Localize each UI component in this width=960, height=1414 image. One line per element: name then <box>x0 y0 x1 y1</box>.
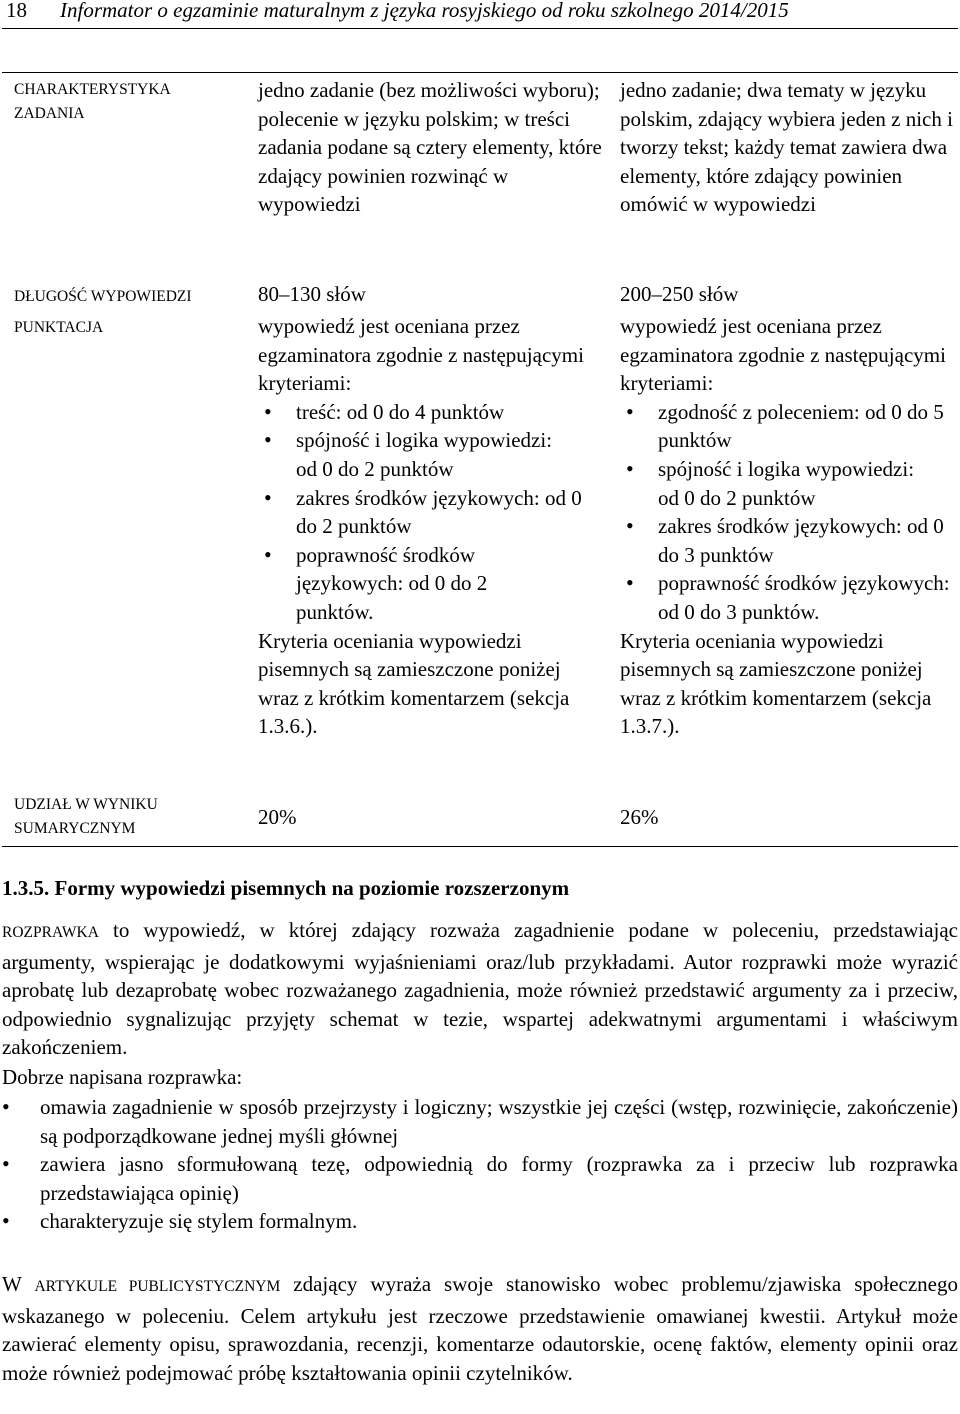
dlugosc-basic: 80–130 słów <box>258 282 366 306</box>
udzial-basic: 20% <box>258 805 297 829</box>
row-label-charakterystyka: CHARAKTERYSTYKA ZADANIA <box>14 81 170 122</box>
list-item: • spójność i logika wypowiedzi: od 0 do 2 punktów <box>620 455 958 512</box>
page-number: 18 <box>6 0 27 22</box>
dobrze-list-wrap <box>2 1093 958 1236</box>
punktacja-extended-intro: wypowiedź jest oceniana przez egzaminatora zgodnie z następującymi kryteriami: <box>620 314 946 396</box>
table-bottom-line <box>2 846 958 847</box>
list-item: • omawia zagadnienie w sposób przejrzysty i logiczny; wszystkie jej części (wstęp, rozwinięcie, zakończenie) są podporządkowane jednej myśli głównej <box>2 1093 958 1150</box>
artykul-prefix: W <box>2 1272 35 1296</box>
artykul-term: ARTYKULE PUBLICYSTYCZNYM <box>34 1278 281 1295</box>
punktacja-extended-outro: Kryteria oceniania wypowiedzi pisemnych są zamieszczone poniżej wraz z krótkim komentarzem (sekcja 1.3.7.). <box>620 628 932 739</box>
rozprawka-paragraph <box>2 916 958 1062</box>
list-item: • zakres środków językowych: od 0 do 3 punktów <box>620 512 958 569</box>
list-item: • charakteryzuje się stylem formalnym. <box>2 1207 958 1236</box>
punktacja-extended <box>620 312 958 741</box>
table-top-line <box>2 72 958 73</box>
dobrze-list <box>2 1093 958 1236</box>
rozprawka-text: to wypowiedź, w której zdający rozważa zagadnienie podane w poleceniu, przedstawiając argumenty, wspierając je dodatkowymi wyjaśnieniami oraz/lub przykładami. Autor rozprawki może wyrazić aprobatę lub dezaprobatę wobec rozważanego zagadnienia, może również przedstawić argumenty za i przeciw, odpowiednio sygnalizując przyjęty schemat w tezie, wspartej adekwatnymi argumentami i właściwym zakończeniem. <box>2 918 958 1060</box>
punktacja-basic-list <box>258 398 593 627</box>
charakterystyka-extended: jedno zadanie; dwa tematy w języku polskim, zdający wybiera jeden z nich i tworzy tekst; każdy temat zawiera dwa elementy, które zdający powinien omówić w wypowiedzi <box>620 78 953 217</box>
punktacja-basic-intro: wypowiedź jest oceniana przez egzaminatora zgodnie z następującymi kryteriami: <box>258 314 584 396</box>
list-item: • zawiera jasno sformułowaną tezę, odpowiednią do formy (rozprawka za i przeciw lub rozprawka przedstawiająca opinię) <box>2 1150 958 1207</box>
artykul-text: zdający wyraża swoje stanowisko wobec problemu/zjawiska społecznego wskazanego w poleceniu. Celem artykułu jest rzeczowe przedstawienie omawianej kwestii. Artykuł może zawierać elementy opisu, sprawozdania, recenzji, komentarze odautorskie, ocenę faktów, elementy opinii oraz może również podejmować próbę kształtowania opinii czytelników. <box>2 1272 958 1385</box>
row-label-udzial: UDZIAŁ W WYNIKU SUMARYCZNYM <box>14 796 158 837</box>
dobrze-lead: Dobrze napisana rozprawka: <box>2 1065 243 1089</box>
punktacja-basic-outro: Kryteria oceniania wypowiedzi pisemnych są zamieszczone poniżej wraz z krótkim komentarzem (sekcja 1.3.6.). <box>258 628 570 739</box>
header-rule <box>2 28 958 29</box>
artykul-paragraph <box>2 1270 958 1387</box>
row-label-punktacja: PUNKTACJA <box>14 319 104 336</box>
running-title: Informator o egzaminie maturalnym z języka rosyjskiego od roku szkolnego 2014/2015 <box>60 0 789 22</box>
page-header <box>6 0 960 26</box>
section-heading: 1.3.5. Formy wypowiedzi pisemnych na poziomie rozszerzonym <box>2 876 570 900</box>
list-item: • poprawność środków językowych: od 0 do 2 punktów. <box>258 541 593 627</box>
charakterystyka-basic: jedno zadanie (bez możliwości wyboru); polecenie w języku polskim; w treści zadania podane są cztery elementy, które zdający powinien rozwinąć w wypowiedzi <box>258 78 602 217</box>
list-item: • treść: od 0 do 4 punktów <box>258 398 593 427</box>
dlugosc-extended: 200–250 słów <box>620 282 739 306</box>
list-item: • zgodność z poleceniem: od 0 do 5 punktów <box>620 398 958 455</box>
list-item: • spójność i logika wypowiedzi: od 0 do 2 punktów <box>258 426 593 483</box>
punktacja-extended-list <box>620 398 958 627</box>
list-item: • poprawność środków językowych: od 0 do 3 punktów. <box>620 569 958 626</box>
udzial-extended: 26% <box>620 805 659 829</box>
rozprawka-term: ROZPRAWKA <box>2 924 99 941</box>
punktacja-basic <box>258 312 593 741</box>
list-item: • zakres środków językowych: od 0 do 2 punktów <box>258 484 593 541</box>
row-label-dlugosc: DŁUGOŚĆ WYPOWIEDZI <box>14 288 192 305</box>
